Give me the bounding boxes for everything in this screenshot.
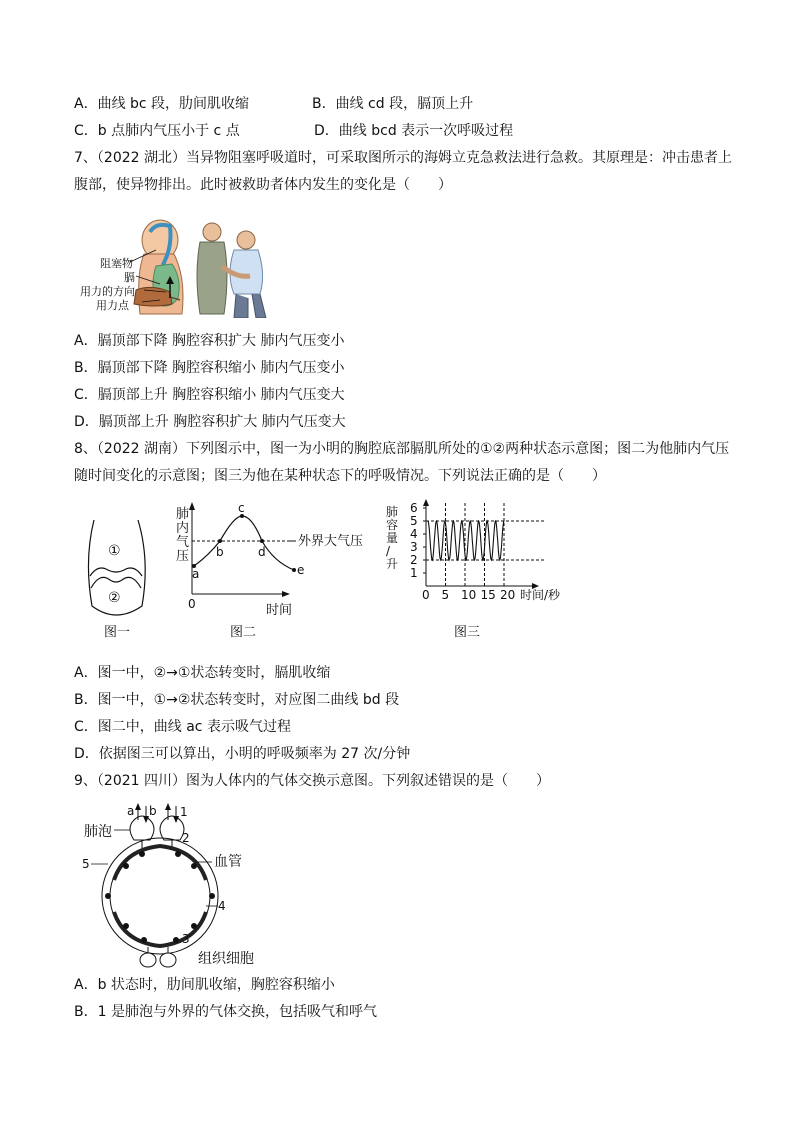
fig2-point-b: b xyxy=(216,545,224,559)
fig3-ytick-label: 6 xyxy=(410,501,418,515)
q6-option-a: A．曲线 bc 段，肋间肌收缩 xyxy=(74,96,250,112)
label-4: 4 xyxy=(218,899,226,913)
fig2-caption: 图二 xyxy=(230,625,257,640)
label-obstruction: 阻塞物 xyxy=(100,257,133,270)
q6-option-b: B．曲线 cd 段，膈顶上升 xyxy=(312,96,474,112)
label-alveolus: 肺泡 xyxy=(84,824,112,840)
q8-option-c: C．图二中，曲线 ac 表示吸气过程 xyxy=(74,719,291,735)
fig3-xlabel: 时间/秒 xyxy=(520,588,561,602)
q9-option-a: A．b 状态时，肋间肌收缩，胸腔容积缩小 xyxy=(74,977,335,993)
label-5: 5 xyxy=(82,857,90,871)
fig3-ytick-label: 3 xyxy=(410,540,418,554)
q6-option-c: C．b 点肺内气压小于 c 点 xyxy=(74,123,240,139)
label-force-point: 用力点 xyxy=(96,299,129,312)
fig2-point-d: d xyxy=(258,545,266,559)
figure1-diaphragm-states xyxy=(76,500,166,642)
fig1-state-1: ① xyxy=(108,543,121,559)
fig3-ytick-label: 5 xyxy=(410,514,418,528)
gas-exchange-figure xyxy=(78,800,258,968)
fig3-ytick-label: 1 xyxy=(410,566,418,580)
blood-vessel-ring xyxy=(102,838,218,954)
tissue-cells-illustration xyxy=(140,947,176,967)
fig3-ytick-label: 2 xyxy=(410,553,418,567)
fig3-xtick-label: 0 xyxy=(422,588,430,602)
q7-option-d: D．膈顶部上升 胸腔容积扩大 肺内气压变大 xyxy=(74,414,346,430)
fig2-ylabel-3: 气 xyxy=(176,535,190,550)
fig2-point-a: a xyxy=(192,567,200,581)
fig3-xtick-label: 10 xyxy=(461,588,477,602)
fig2-ylabel-4: 压 xyxy=(176,549,190,564)
fig3-xtick-label: 15 xyxy=(480,588,496,602)
q9-option-b: B．1 是肺泡与外界的气体交换，包括吸气和呼气 xyxy=(74,1004,377,1020)
fig3-ylabel-2: 容 xyxy=(386,518,399,532)
fig3-ylabel-4: / xyxy=(386,544,391,558)
q7-stem-line1: 7、（2022 湖北）当异物阻塞呼吸道时，可采取图所示的海姆立克急救法进行急救。其原理是：冲击患者上 xyxy=(74,150,732,166)
fig3-ylabel-3: 量 xyxy=(386,531,399,545)
fig2-ylabel-1: 肺 xyxy=(176,507,190,522)
label-2: 2 xyxy=(182,831,190,845)
q8-option-b: B．图一中，①→②状态转变时，对应图二曲线 bd 段 xyxy=(74,692,400,708)
label-3: 3 xyxy=(182,932,190,946)
label-a: a xyxy=(127,804,135,818)
q8-stem-line1: 8、（2022 湖南）下列图示中，图一为小明的胸腔底部膈肌所处的①②两种状态示意图；图二为他肺内气压 xyxy=(74,441,730,457)
label-vessel: 血管 xyxy=(214,854,242,870)
q8-option-a: A．图一中，②→①状态转变时，膈肌收缩 xyxy=(74,665,331,681)
fig3-ytick-label: 4 xyxy=(410,527,418,541)
q7-option-a: A．膈顶部下降 胸腔容积扩大 肺内气压变小 xyxy=(74,333,345,349)
q6-option-d: D．曲线 bcd 表示一次呼吸过程 xyxy=(314,123,514,139)
label-1: 1 xyxy=(180,805,188,819)
fig3-caption: 图三 xyxy=(454,625,481,640)
q8-option-d: D．依据图三可以算出，小明的呼吸频率为 27 次/分钟 xyxy=(74,746,411,762)
label-tissue-cells: 组织细胞 xyxy=(198,951,254,967)
figure3-lung-volume-chart xyxy=(384,498,594,642)
q7-stem-line2: 腹部，使异物排出。此时被救助者体内发生的变化是（ ） xyxy=(74,177,452,193)
fig3-breathing-curve xyxy=(428,521,504,560)
fig3-xtick-label: 5 xyxy=(441,588,450,602)
fig3-xtick-label: 20 xyxy=(500,588,516,602)
label-force-direction: 用力的方向 xyxy=(80,285,135,298)
heimlich-figure xyxy=(74,214,274,318)
fig1-state-2: ② xyxy=(108,590,121,606)
q8-stem-line2: 随时间变化的示意图；图三为他在某种状态下的呼吸情况。下列说法正确的是（ ） xyxy=(74,468,606,484)
figure2-pressure-curve xyxy=(164,500,374,642)
fig3-ylabel-1: 肺 xyxy=(386,505,399,519)
alveoli-illustration xyxy=(130,803,184,848)
fig2-point-e: e xyxy=(297,563,305,577)
fig1-caption: 图一 xyxy=(104,625,131,640)
label-b: b xyxy=(149,804,157,818)
q9-stem: 9、（2021 四川）图为人体内的气体交换示意图。下列叙述错误的是（ ） xyxy=(74,773,550,789)
fig2-reference-label: 外界大气压 xyxy=(298,534,364,549)
fig2-ylabel-2: 内 xyxy=(176,521,190,536)
label-diaphragm: 膈 xyxy=(124,271,135,284)
fig2-origin: 0 xyxy=(188,597,196,611)
q7-option-c: C．膈顶部上升 胸腔容积缩小 肺内气压变大 xyxy=(74,387,345,403)
q7-option-b: B．膈顶部下降 胸腔容积缩小 肺内气压变小 xyxy=(74,360,345,376)
rescuer-illustration xyxy=(197,223,266,318)
fig2-point-c: c xyxy=(238,501,245,515)
fig3-ylabel-5: 升 xyxy=(386,557,399,571)
fig2-xlabel: 时间 xyxy=(266,603,293,618)
